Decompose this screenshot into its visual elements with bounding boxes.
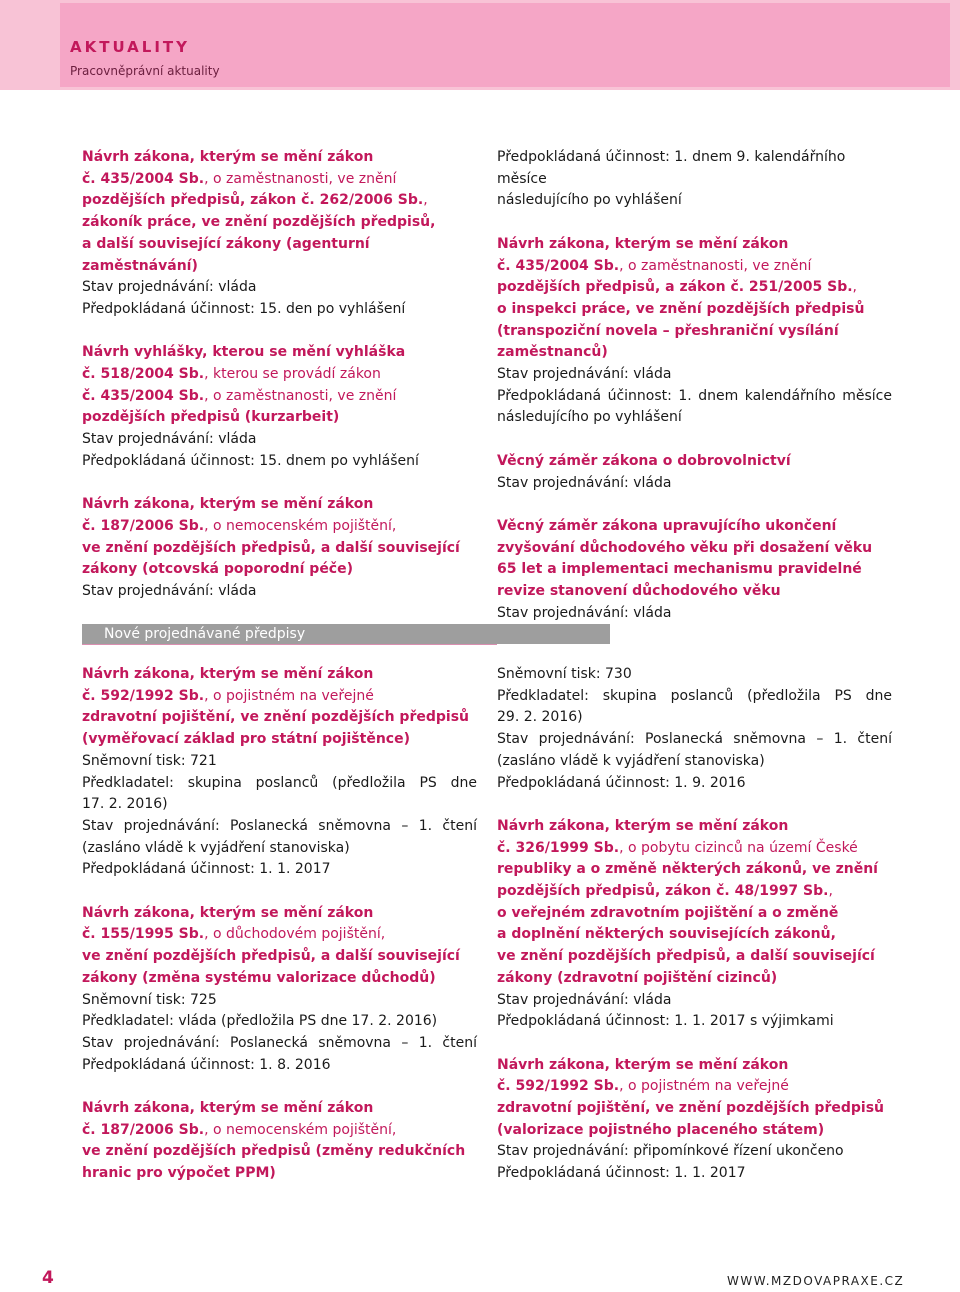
heading-text: a doplnění některých souvisejících zákonů, <box>497 926 836 943</box>
entry-heading-line <box>497 256 892 278</box>
entry-heading-line <box>497 321 892 343</box>
entry-detail-line: 29. 2. 2016) <box>497 709 583 726</box>
entry-heading-line <box>497 903 892 925</box>
entry-detail-line: Předpokládaná účinnost: 1. 9. 2016 <box>497 774 746 791</box>
entry-heading-line <box>497 451 892 473</box>
entry-heading-line <box>497 968 892 990</box>
top-left-column <box>82 147 477 624</box>
entry-detail-line: Stav projednávání: vláda <box>497 991 672 1008</box>
entry-heading-line <box>82 234 477 256</box>
entry-detail-line: Sněmovní tisk: 730 <box>497 666 632 682</box>
heading-text: č. 592/1992 Sb. <box>82 687 205 704</box>
entry-heading-line <box>82 256 477 278</box>
entry-heading-line <box>497 538 892 560</box>
entry-detail-line: Stav projednávání: vláda <box>497 604 672 621</box>
entry-detail-line: Sněmovní tisk: 721 <box>82 752 217 769</box>
law-entry <box>82 342 477 472</box>
heading-text-regular: , o důchodovém pojištění, <box>204 926 386 943</box>
section-bar-label: Nové projednávané předpisy <box>104 626 306 642</box>
entry-heading-line <box>82 686 477 708</box>
entry-detail-line: (zasláno vládě k vyjádření stanoviska) <box>82 839 350 856</box>
heading-text-regular: , kterou se provádí zákon <box>204 366 381 383</box>
new-bills-section-bar <box>82 624 610 644</box>
entry-detail-line: Předpokládaná účinnost: 1. dnem kalendářního měsíce <box>497 387 892 404</box>
heading-text: o inspekci práce, ve znění pozdějších předpisů <box>497 300 865 317</box>
heading-text: Návrh zákona, kterým se mění zákon <box>82 904 374 921</box>
section-title: AKTUALITY <box>70 38 191 56</box>
heading-text: ve znění pozdějších předpisů (změny redukčních <box>82 1143 466 1160</box>
heading-text: Návrh vyhlášky, kterou se mění vyhláška <box>82 344 406 361</box>
heading-text-regular: , o pojistném na veřejné <box>204 687 374 704</box>
heading-text-regular: , o nemocenském pojištění, <box>204 1121 397 1138</box>
heading-text: pozdějších předpisů, a zákon č. 251/2005 Sb. <box>497 279 853 296</box>
entry-heading-line <box>497 946 892 968</box>
heading-text: Návrh zákona, kterým se mění zákon <box>82 1100 374 1117</box>
heading-text-regular: , <box>852 279 857 296</box>
law-entry <box>497 664 892 794</box>
heading-text: č. 518/2004 Sb. <box>82 366 205 383</box>
section-divider <box>82 644 497 645</box>
entry-detail-line: Stav projednávání: připomínkové řízení ukončeno <box>497 1143 844 1160</box>
section-subtitle: Pracovněprávní aktuality <box>70 64 220 78</box>
heading-text: Návrh zákona, kterým se mění zákon <box>497 1056 789 1073</box>
heading-text: zdravotní pojištění, ve znění pozdějších předpisů <box>82 709 469 726</box>
entry-detail-line: Stav projednávání: Poslanecká sněmovna – 1. čtení <box>497 731 892 748</box>
entry-heading-line <box>82 559 477 581</box>
heading-text: a další související zákony (agenturní <box>82 235 370 252</box>
entry-detail-line: 17. 2. 2016) <box>82 796 168 813</box>
entry-heading-line <box>82 729 477 751</box>
entry-heading-line <box>82 364 477 386</box>
top-right-column <box>497 147 892 646</box>
heading-text: Návrh zákona, kterým se mění zákon <box>82 666 374 682</box>
heading-text: (vyměřovací základ pro státní pojištěnce) <box>82 731 410 748</box>
heading-text: revize stanovení důchodového věku <box>497 583 781 600</box>
heading-text: zákony (změna systému valorizace důchodů) <box>82 969 436 986</box>
entry-detail-line: Stav projednávání: vláda <box>82 279 257 296</box>
law-entry <box>82 664 477 881</box>
law-entry <box>82 494 477 603</box>
heading-text: Návrh zákona, kterým se mění zákon <box>497 235 789 252</box>
entry-detail-line: Předpokládaná účinnost: 1. 1. 2017 <box>497 1165 746 1182</box>
page-number: 4 <box>42 1268 54 1288</box>
heading-text-regular: , o nemocenském pojištění, <box>204 517 397 534</box>
entry-heading-line <box>82 190 477 212</box>
heading-text: ve znění pozdějších předpisů, a další související <box>497 948 875 965</box>
heading-text: Návrh zákona, kterým se mění zákon <box>82 149 374 165</box>
entry-heading-line <box>82 538 477 560</box>
website-link[interactable]: WWW.MZDOVAPRAXE.CZ <box>727 1274 905 1288</box>
heading-text: pozdějších předpisů, zákon č. 262/2006 Sb. <box>82 192 424 209</box>
heading-text: zdravotní pojištění, ve znění pozdějších předpisů <box>497 1100 884 1117</box>
heading-text: hranic pro výpočet PPM) <box>82 1165 276 1182</box>
entry-heading-line <box>82 1120 477 1142</box>
entry-heading-line <box>497 1120 892 1142</box>
law-entry <box>497 516 892 625</box>
heading-text: Věcný záměr zákona upravujícího ukončení <box>497 517 837 534</box>
entry-heading-line <box>82 1163 477 1185</box>
entry-detail-line: Předpokládaná účinnost: 15. dnem po vyhlášení <box>82 452 419 469</box>
entry-detail-line: Stav projednávání: vláda <box>497 366 672 383</box>
entry-heading-line <box>82 169 477 191</box>
entry-heading-line <box>82 924 477 946</box>
heading-text-regular: , o zaměstnanosti, ve znění <box>619 257 812 274</box>
heading-text: pozdějších předpisů (kurzarbeit) <box>82 409 340 426</box>
entry-detail-line: Stav projednávání: vláda <box>497 474 672 491</box>
entry-heading-line <box>497 516 892 538</box>
heading-text-regular: , <box>828 883 833 900</box>
heading-text: č. 187/2006 Sb. <box>82 1121 205 1138</box>
heading-text: zákony (zdravotní pojištění cizinců) <box>497 969 778 986</box>
heading-text: č. 435/2004 Sb. <box>497 257 620 274</box>
heading-text: 65 let a implementaci mechanismu pravidelné <box>497 561 862 578</box>
entry-detail-line: Předpokládaná účinnost: 1. 1. 2017 s výjimkami <box>497 1013 834 1030</box>
heading-text: zákony (otcovská poporodní péče) <box>82 561 354 578</box>
entry-detail-line: (zasláno vládě k vyjádření stanoviska) <box>497 752 765 769</box>
entry-heading-line <box>497 342 892 364</box>
heading-text: č. 592/1992 Sb. <box>497 1078 620 1095</box>
entry-heading-line <box>82 968 477 990</box>
entry-heading-line <box>82 707 477 729</box>
bottom-right-column <box>497 664 892 1207</box>
entry-detail-line: Předkladatel: vláda (předložila PS dne 17. 2. 2016) <box>82 1013 438 1030</box>
law-entry <box>82 147 477 321</box>
heading-text: č. 435/2004 Sb. <box>82 387 205 404</box>
law-entry <box>497 451 892 494</box>
heading-text: zákoník práce, ve znění pozdějších předpisů, <box>82 214 436 231</box>
entry-heading-line <box>82 1098 477 1120</box>
entry-heading-line <box>82 516 477 538</box>
entry-detail-line: následujícího po vyhlášení <box>497 409 682 426</box>
entry-heading-line <box>497 881 892 903</box>
heading-text: pozdějších předpisů, zákon č. 48/1997 Sb. <box>497 883 829 900</box>
heading-text: ve znění pozdějších předpisů, a další související <box>82 539 460 556</box>
bottom-left-column <box>82 664 477 1207</box>
heading-text: Návrh zákona, kterým se mění zákon <box>82 496 374 513</box>
entry-heading-line <box>497 1098 892 1120</box>
heading-text: zaměstnávání) <box>82 257 198 274</box>
entry-heading-line <box>82 407 477 429</box>
entry-heading-line <box>82 903 477 925</box>
entry-detail-line: následujícího po vyhlášení <box>497 192 682 209</box>
heading-text: Věcný záměr zákona o dobrovolnictví <box>497 452 791 469</box>
heading-text-regular: , o pojistném na veřejné <box>619 1078 789 1095</box>
heading-text: č. 326/1999 Sb. <box>497 839 620 856</box>
entry-heading-line <box>497 859 892 881</box>
heading-text-regular: , o zaměstnanosti, ve znění <box>204 387 397 404</box>
entry-detail-line: Předkladatel: skupina poslanců (předložila PS dne <box>497 687 892 704</box>
heading-text: republiky a o změně některých zákonů, ve znění <box>497 861 878 878</box>
entry-heading-line <box>497 816 892 838</box>
entry-heading-line <box>82 386 477 408</box>
entry-heading-line <box>497 838 892 860</box>
entry-detail-line: Stav projednávání: Poslanecká sněmovna – 1. čtení <box>82 817 477 834</box>
heading-text: (transpoziční novela – přeshraniční vysílání <box>497 322 839 339</box>
entry-heading-line <box>497 234 892 256</box>
entry-detail-line: Stav projednávání: Poslanecká sněmovna – 1. čtení <box>82 1034 477 1051</box>
law-entry <box>497 816 892 1033</box>
law-entry <box>497 1055 892 1185</box>
heading-text: (valorizace pojistného placeného státem) <box>497 1121 825 1138</box>
entry-heading-line <box>497 1055 892 1077</box>
heading-text: č. 435/2004 Sb. <box>82 170 205 187</box>
heading-text-regular: , o zaměstnanosti, ve znění <box>204 170 397 187</box>
heading-text: č. 187/2006 Sb. <box>82 517 205 534</box>
entry-heading-line <box>82 1141 477 1163</box>
heading-text: ve znění pozdějších předpisů, a další související <box>82 948 460 965</box>
entry-detail-line: Předkladatel: skupina poslanců (předložila PS dne <box>82 774 477 791</box>
entry-heading-line <box>497 299 892 321</box>
heading-text: č. 155/1995 Sb. <box>82 926 205 943</box>
heading-text: Návrh zákona, kterým se mění zákon <box>497 817 789 834</box>
heading-text: zvyšování důchodového věku při dosažení věku <box>497 539 873 556</box>
heading-text-regular: , o pobytu cizinců na území České <box>619 839 858 856</box>
heading-text-regular: , <box>423 192 428 209</box>
law-entry <box>497 147 892 212</box>
entry-heading-line <box>82 946 477 968</box>
entry-heading-line <box>497 1076 892 1098</box>
law-entry <box>82 903 477 1077</box>
entry-detail-line: Předpokládaná účinnost: 15. den po vyhlášení <box>82 300 406 317</box>
entry-heading-line <box>82 212 477 234</box>
law-entry <box>497 234 892 429</box>
entry-detail-line: Stav projednávání: vláda <box>82 431 257 448</box>
entry-detail-line: Sněmovní tisk: 725 <box>82 991 217 1008</box>
heading-text: o veřejném zdravotním pojištění a o změně <box>497 904 839 921</box>
entry-heading-line <box>82 664 477 686</box>
law-entry <box>82 1098 477 1185</box>
entry-heading-line <box>82 342 477 364</box>
entry-detail-line: Stav projednávání: vláda <box>82 583 257 600</box>
entry-heading-line <box>497 924 892 946</box>
entry-heading-line <box>82 147 477 169</box>
entry-heading-line <box>497 559 892 581</box>
entry-heading-line <box>82 494 477 516</box>
entry-heading-line <box>497 581 892 603</box>
entry-detail-line: Předpokládaná účinnost: 1. 8. 2016 <box>82 1056 331 1073</box>
entry-heading-line <box>497 277 892 299</box>
heading-text: zaměstnanců) <box>497 344 608 361</box>
entry-detail-line: Předpokládaná účinnost: 1. 1. 2017 <box>82 861 331 878</box>
entry-detail-line: Předpokládaná účinnost: 1. dnem 9. kalendářního měsíce <box>497 149 846 187</box>
